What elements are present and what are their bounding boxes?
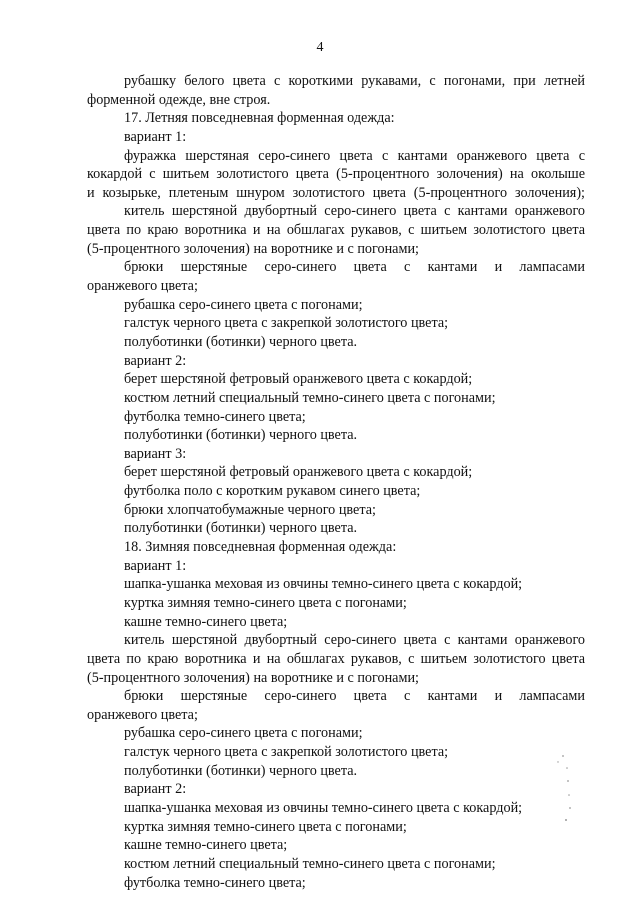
text-line: форменной одежде, вне строя. bbox=[87, 91, 271, 108]
text-line: куртка зимняя темно-синего цвета с погонами; bbox=[124, 818, 407, 835]
text-line: берет шерстяной фетровый оранжевого цвета с кокардой; bbox=[124, 464, 473, 481]
text-line: китель шерстяной двубортный серо-синего цвета с кантами оранжевого bbox=[124, 632, 585, 649]
text-line: полуботинки (ботинки) черного цвета. bbox=[124, 333, 358, 350]
text-line: кокардой с шитьем золотистого цвета (5-процентного золочения) на околыше bbox=[87, 166, 585, 183]
text-line: берет шерстяной фетровый оранжевого цвета с кокардой; bbox=[124, 371, 473, 388]
text-line: галстук черного цвета с закрепкой золотистого цвета; bbox=[124, 315, 449, 332]
document-body bbox=[87, 72, 585, 892]
text-line: брюки шерстяные серо-синего цвета с кантами и лампасами bbox=[124, 259, 585, 276]
text-line: цвета по краю воротника и на обшлагах рукавов, с шитьем золотистого цвета bbox=[87, 650, 585, 667]
text-line: брюки хлопчатобумажные черного цвета; bbox=[124, 501, 376, 518]
text-line: полуботинки (ботинки) черного цвета. bbox=[124, 762, 358, 779]
text-line: (5-процентного золочения) на воротнике и с погонами; bbox=[87, 669, 419, 686]
text-line: костюм летний специальный темно-синего цвета с погонами; bbox=[124, 389, 496, 406]
text-line: китель шерстяной двубортный серо-синего цвета с кантами оранжевого bbox=[124, 203, 585, 220]
text-line: (5-процентного золочения) на воротнике и с погонами; bbox=[87, 240, 419, 257]
text-line: кашне темно-синего цвета; bbox=[124, 837, 288, 854]
text-line: галстук черного цвета с закрепкой золотистого цвета; bbox=[124, 744, 449, 761]
text-line: вариант 1: bbox=[124, 557, 187, 574]
text-line: и козырьке, плетеным шнуром золотистого цвета (5-процентного золочения); bbox=[87, 184, 585, 201]
text-line: рубашку белого цвета с короткими рукавами, с погонами, при летней bbox=[124, 73, 585, 89]
text-line: оранжевого цвета; bbox=[87, 706, 198, 723]
text-line: полуботинки (ботинки) черного цвета. bbox=[124, 427, 358, 444]
text-line: вариант 1: bbox=[124, 128, 187, 145]
text-line: куртка зимняя темно-синего цвета с погонами; bbox=[124, 594, 407, 611]
text-line: вариант 3: bbox=[124, 445, 187, 462]
text-line: футболка темно-синего цвета; bbox=[124, 874, 306, 891]
text-line: вариант 2: bbox=[124, 352, 187, 369]
text-line: 17. Летняя повседневная форменная одежда: bbox=[124, 110, 395, 127]
text-line: 18. Зимняя повседневная форменная одежда: bbox=[124, 539, 397, 556]
text-line: футболка поло с коротким рукавом синего цвета; bbox=[124, 483, 421, 500]
text-line: фуражка шерстяная серо-синего цвета с кантами оранжевого цвета с bbox=[124, 147, 585, 164]
text-line: полуботинки (ботинки) черного цвета. bbox=[124, 520, 358, 537]
text-line: шапка-ушанка меховая из овчины темно-синего цвета с кокардой; bbox=[124, 799, 523, 816]
text-line: футболка темно-синего цвета; bbox=[124, 408, 306, 425]
text-line: рубашка серо-синего цвета с погонами; bbox=[124, 725, 363, 742]
text-line: брюки шерстяные серо-синего цвета с кантами и лампасами bbox=[124, 688, 585, 705]
page-number: 4 bbox=[316, 40, 324, 55]
text-line: рубашка серо-синего цвета с погонами; bbox=[124, 296, 363, 313]
text-line: кашне темно-синего цвета; bbox=[124, 613, 288, 630]
text-line: костюм летний специальный темно-синего цвета с погонами; bbox=[124, 855, 496, 872]
text-line: вариант 2: bbox=[124, 781, 187, 798]
text-line: шапка-ушанка меховая из овчины темно-синего цвета с кокардой; bbox=[124, 576, 523, 593]
text-line: оранжевого цвета; bbox=[87, 278, 198, 295]
text-line: цвета по краю воротника и на обшлагах рукавов, с шитьем золотистого цвета bbox=[87, 222, 585, 239]
